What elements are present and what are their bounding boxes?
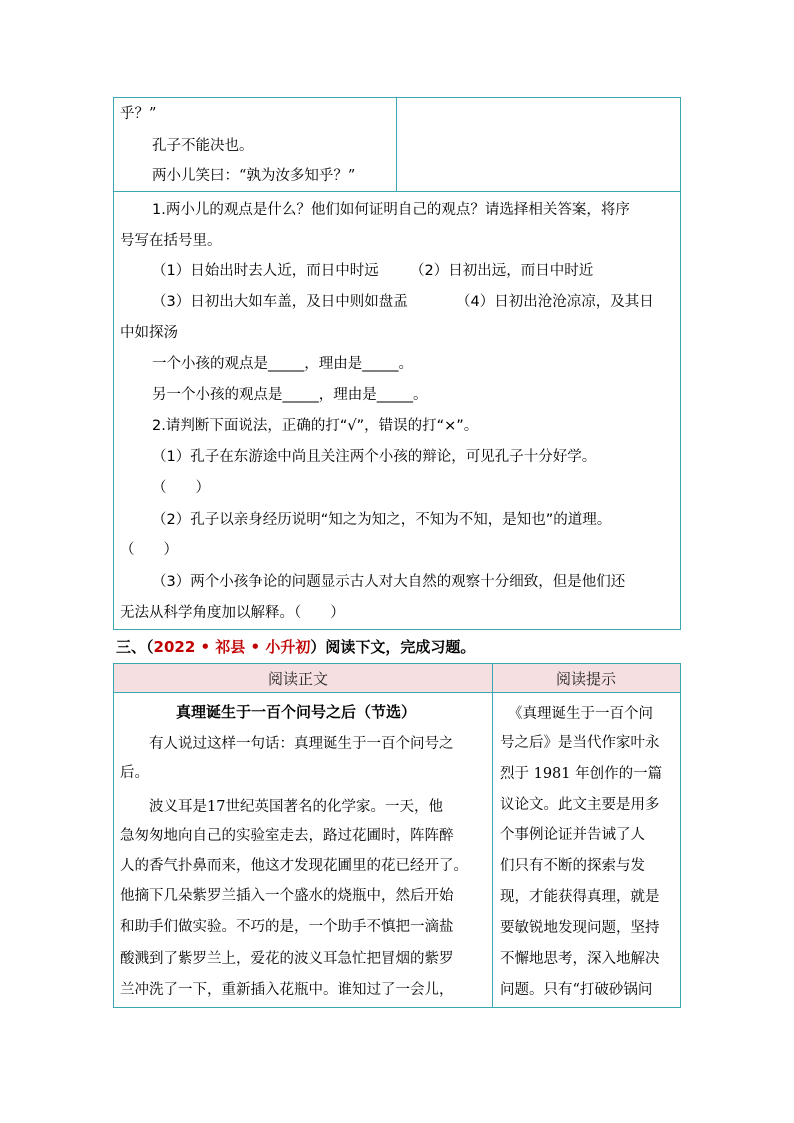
question-1-cont: 号写在括号里。 bbox=[120, 233, 222, 249]
article-line: 和助手们做实验。不巧的是，一个助手不慎把一滴盐 bbox=[120, 919, 454, 935]
tip-line: 议论文。此文主要是用多 bbox=[500, 797, 660, 813]
tip-line: 烈于 1981 年创作的一篇 bbox=[500, 766, 663, 782]
tip-line: 们只有不断的探索与发 bbox=[500, 858, 645, 874]
tip-line: 号之后》是当代作家叶永 bbox=[500, 735, 660, 751]
questions-cell bbox=[113, 191, 681, 630]
table1-right-cell bbox=[396, 97, 681, 192]
article-line: 酸溅到了紫罗兰上，爱花的波义耳急忙把冒烟的紫罗 bbox=[120, 951, 454, 967]
article-line: 他摘下几朵紫罗兰插入一个盛水的烧瓶中，然后开始 bbox=[120, 888, 454, 904]
statement-2: （2）孔子以亲身经历说明“知之为知之，不知为不知，是知也”的道理。 bbox=[152, 512, 612, 528]
article-line: 有人说过这样一句话：真理诞生于一百个问号之 bbox=[120, 736, 454, 752]
option-2: （2）日初出远，而日中时近 bbox=[410, 263, 594, 279]
question-2: 2.请判断下面说法，正确的打“√”，错误的打“×”。 bbox=[152, 418, 479, 434]
text-line: 乎？” bbox=[120, 106, 157, 122]
option-4: （4）日初出沧沧凉凉，及其日 bbox=[456, 294, 654, 310]
header-reading-tips: 阅读提示 bbox=[556, 670, 617, 688]
statement-3-cont: 无法从科学角度加以解释。（ ） bbox=[120, 605, 345, 621]
tip-line: 现，才能获得真理，就是 bbox=[500, 889, 660, 905]
section-prefix: 三、（ bbox=[116, 638, 154, 656]
statement-1: （1）孔子在东游途中尚且关注两个小孩的辩论，可见孔子十分好学。 bbox=[152, 449, 597, 465]
option-4-cont: 中如探汤 bbox=[120, 325, 178, 341]
tip-line: 个事例论证并告诫了人 bbox=[500, 827, 645, 843]
header-reading-text: 阅读正文 bbox=[268, 670, 329, 688]
tip-line: 问题。只有“打破砂锅问 bbox=[500, 982, 653, 998]
article-title: 真理诞生于一百个问号之后（节选） bbox=[176, 703, 417, 721]
option-1: （1）日始出时去人近，而日中时远 bbox=[152, 263, 379, 279]
article-line: 后。 bbox=[120, 765, 149, 781]
text-line: 孔子不能决也。 bbox=[152, 138, 254, 154]
fill-blank-2: 另一个小孩的观点是_____，理由是_____。 bbox=[152, 387, 428, 403]
section-3-heading bbox=[116, 637, 475, 657]
question-1: 1.两小儿的观点是什么？他们如何证明自己的观点？请选择相关答案，将序 bbox=[152, 202, 630, 218]
tip-line: 《真理诞生于一百个问 bbox=[508, 706, 653, 722]
statement-3: （3）两个小孩争论的问题显示古人对大自然的观察十分细致，但是他们还 bbox=[152, 574, 626, 590]
fill-blank-1: 一个小孩的观点是_____，理由是_____。 bbox=[152, 356, 413, 372]
article-line: 人的香气扑鼻而来，他这才发现花圃里的花已经开了。 bbox=[120, 858, 468, 874]
tip-line: 要敏锐地发现问题，坚持 bbox=[500, 920, 660, 936]
text-line: 两小儿笑曰：“孰为汝多知乎？” bbox=[152, 168, 356, 184]
article-line: 波义耳是17世纪英国著名的化学家。一天，他 bbox=[120, 799, 443, 815]
option-3: （3）日初出大如车盖，及日中则如盘盂 bbox=[152, 294, 408, 310]
article-line: 兰冲洗了一下，重新插入花瓶中。谁知过了一会儿， bbox=[120, 982, 454, 998]
section-source: 2022 • 祁县 • 小升初 bbox=[153, 638, 311, 656]
statement-1-paren: （ ） bbox=[152, 480, 210, 496]
tip-line: 不懈地思考，深入地解决 bbox=[500, 951, 660, 967]
statement-2-paren: （ ） bbox=[120, 542, 178, 558]
section-suffix: ）阅读下文，完成习题。 bbox=[310, 638, 476, 656]
article-line: 急匆匆地向自己的实验室走去，路过花圃时，阵阵醉 bbox=[120, 828, 454, 844]
